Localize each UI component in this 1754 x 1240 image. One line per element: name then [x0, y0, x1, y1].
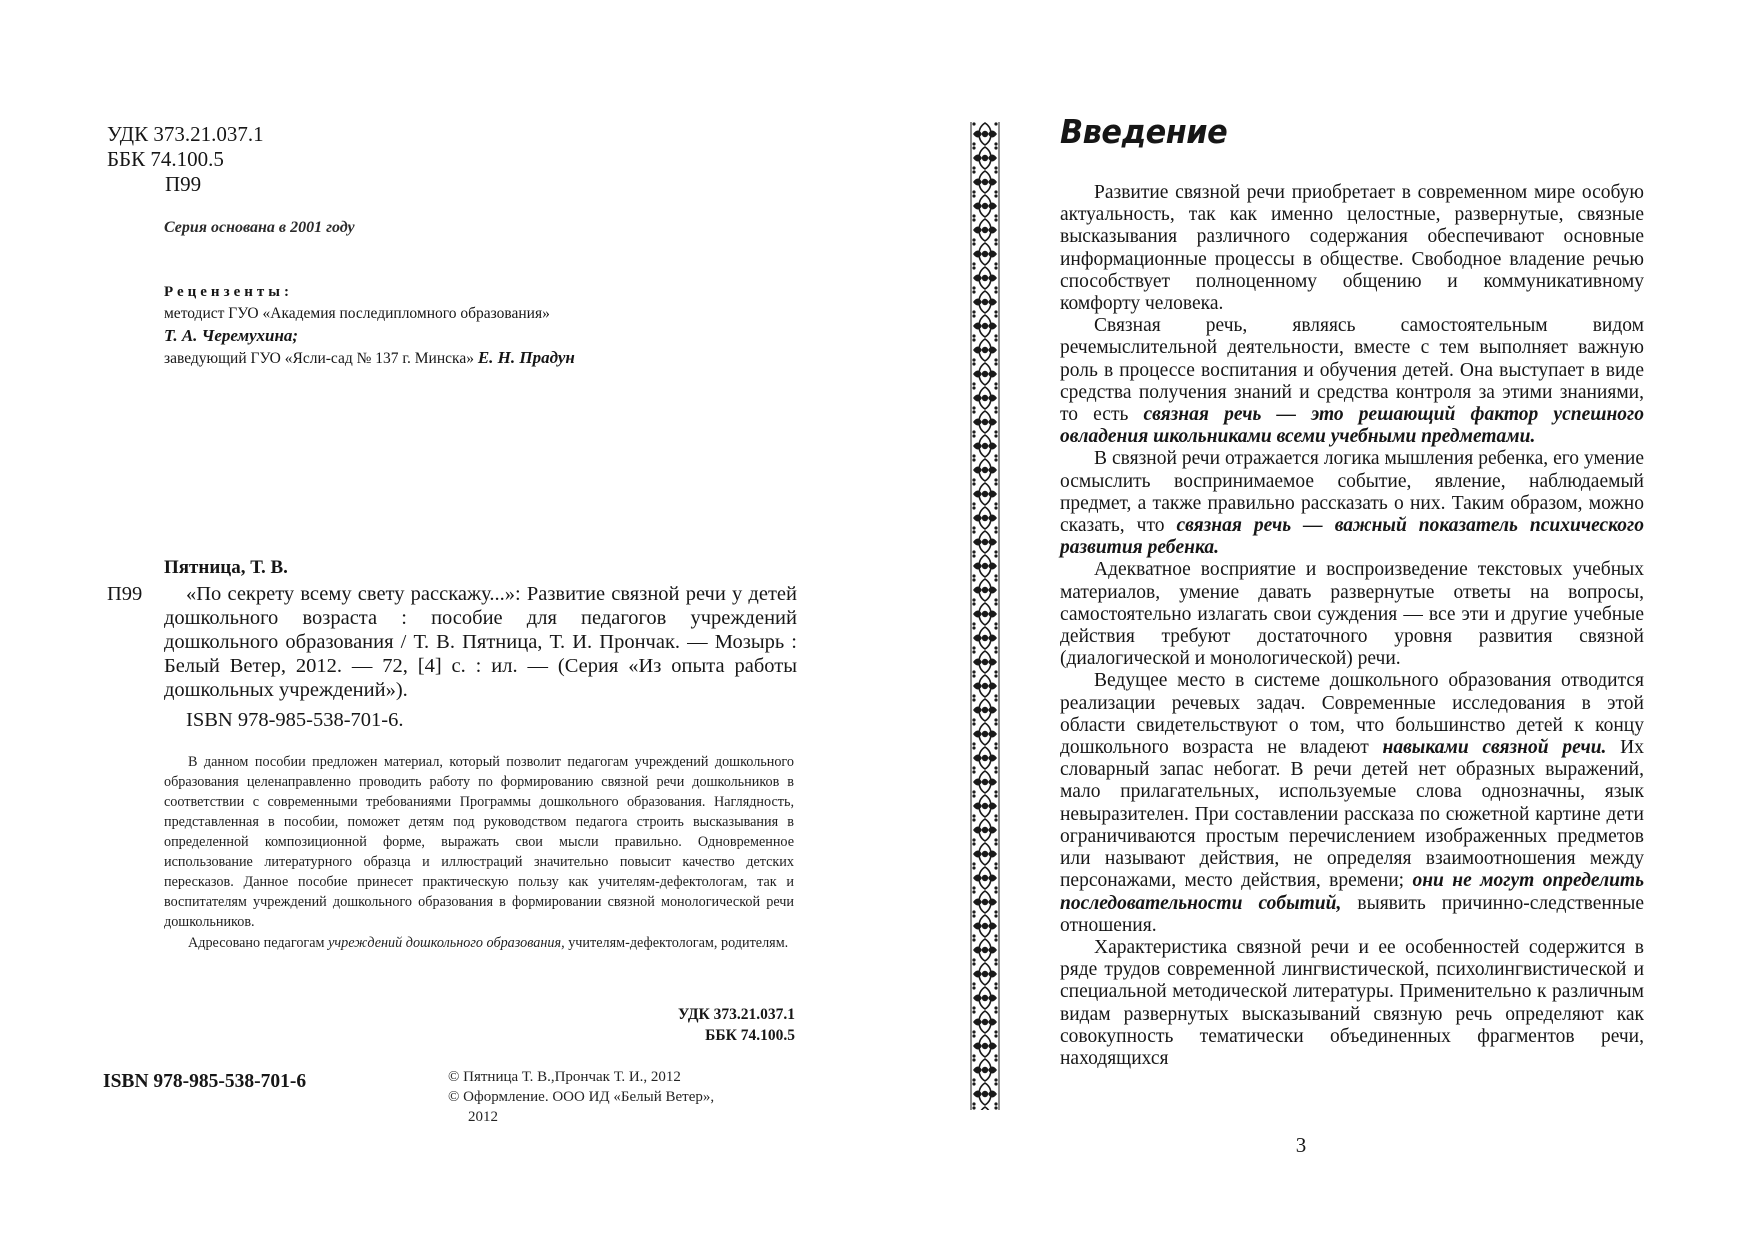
reviewers-block	[164, 281, 804, 370]
page-number: 3	[1295, 1133, 1307, 1157]
annotation-audience	[164, 933, 794, 953]
bbk-bottom: ББК 74.100.5	[705, 1027, 795, 1044]
copyright-design-year: 2012	[468, 1109, 498, 1125]
p2-text: Связная речь, являясь самостоятельным видом речемыслительной деятельности, вместе с тем выполняет важную роль в процессе воспитания и обучения детей. Она выступает в виде средства получения знаний и средства контроля за этими знаниями, то есть	[1060, 315, 1644, 426]
reviewer-2-position: заведующий ГУО «Ясли-сад № 137 г. Минска»	[164, 350, 474, 367]
p3-text: В связной речи отражается логика мышления ребенка, его умение осмыслить воспринимаемое событие, явление, наблюдаемый предмет, а также правильно рассказать о них. Таким образом, можно сказать, что	[1060, 448, 1644, 537]
udk-bottom: УДК 373.21.037.1	[678, 1006, 795, 1023]
copyright-block	[448, 1067, 798, 1127]
audience-suffix: учителям-дефектологам, родителям.	[568, 935, 789, 951]
copyright-design: © Оформление. ООО ИД «Белый Ветер»,	[448, 1089, 715, 1105]
p3-emphasis: связная речь — важный показатель психического развития ребенка.	[1060, 515, 1644, 559]
p5-text-b: Их словарный запас небогат. В речи детей нет образных выражений, мало прилагательных, используемые слова однозначны, язык невыразителен. При составлении рассказа по сюжетной картине дети ограничиваются простым перечислением изображенных предметов или называют действия, не определяя взаимоотношения между персонажами, место действия, времени;	[1060, 737, 1644, 892]
catalog-description: «По секрету всему свету расскажу...»: Развитие связной речи у детей дошкольного возраста : пособие для педагогов учреждений дошкольного образования / Т. В. Пятница, Т. И. Прончак. — Мозырь : Белый Ветер, 2012. — 72, [4] с. : ил. — (Серия «Из опыта работы дошкольных учреждений»).	[164, 583, 797, 701]
p5-emphasis-1: навыками связной речи.	[1382, 737, 1607, 759]
reviewer-1-name: Т. А. Черемухина;	[164, 326, 299, 345]
reviewer-1-position: методист ГУО «Академия последипломного образования»	[164, 305, 550, 322]
isbn-main: ISBN 978-985-538-701-6	[103, 1071, 307, 1092]
catalog-mark: П99	[107, 583, 143, 605]
ornament-border-icon	[970, 122, 1000, 1110]
audience-italic: учреждений дошкольного образования,	[328, 935, 565, 951]
catalog-entry	[107, 582, 797, 732]
paragraph-3	[1060, 448, 1644, 559]
p5-text-a: Ведущее место в системе дошкольного образования отводится реализации речевых задач. Современные исследования в этой области свидетельствуют о том, что большинство детей к концу дошкольного возраста не владеют	[1060, 670, 1644, 759]
paragraph-4: Адекватное восприятие и воспроизведение текстовых учебных материалов, умение давать развернутые ответы на вопросы, самостоятельно излагать свои суждения — все эти и другие учебные действия требуют достаточного уровня развития связной (диалогической и монологической) речи.	[1060, 559, 1644, 670]
annotation	[164, 752, 794, 953]
audience-prefix: Адресовано педагогам	[188, 935, 325, 951]
bbk-code: ББК 74.100.5	[107, 147, 224, 171]
author-index: П99	[165, 172, 202, 196]
p5-emphasis-2: они не могут определить последовательности событий,	[1060, 870, 1645, 914]
p5-text-c: выявить причинно-следственные отношения.	[1060, 892, 1645, 936]
catalog-isbn: ISBN 978-985-538-701-6.	[186, 709, 404, 731]
classification-codes	[107, 122, 264, 197]
paragraph-2	[1060, 315, 1644, 448]
series-note: Серия основана в 2001 году	[164, 219, 355, 236]
reviewers-heading: Рецензенты:	[164, 284, 293, 300]
reviewer-2-name: Е. Н. Прадун	[477, 348, 575, 367]
p2-emphasis: связная речь — это решающий фактор успешного овладения школьниками всеми учебными предметами.	[1060, 404, 1644, 448]
chapter-title: Введение	[1060, 112, 1228, 151]
codes-bottom	[540, 1004, 795, 1046]
annotation-paragraph: В данном пособии предложен материал, который позволит педагогам учреждений дошкольного образования целенаправленно проводить работу по формированию связной речи дошкольников в соответствии с современными требованиями Программы дошкольного образования. Наглядность, представленная в пособии, поможет детям под руководством педагога строить высказывания в определенной композиционной форме, выражать свои мысли правильно. Одновременное использование литературного образца и иллюстраций значительно повысит качество детских пересказов. Данное пособие принесет практическую пользу как учителям-дефектологам, так и воспитателям учреждений дошкольного образования в формировании связной монологической речи дошкольников.	[164, 754, 794, 930]
introduction-page	[1040, 0, 1740, 1240]
paragraph-1: Развитие связной речи приобретает в современном мире особую актуальность, так как именно целостные, развернутые, связные высказывания различного содержания обеспечивают основные информационные процессы в обществе. Свободное владение речью способствует полноценному общению и коммуникативному комфорту человека.	[1060, 182, 1644, 315]
reviewer-2	[164, 347, 804, 370]
author-heading: Пятница, Т. В.	[164, 557, 288, 578]
copyright-authors: © Пятница Т. В.,Прончак Т. И., 2012	[448, 1069, 681, 1085]
paragraph-5	[1060, 670, 1644, 936]
paragraph-6: Характеристика связной речи и ее особенностей содержится в ряде трудов современной лингвистической, психолингвистической и специальной методической литературы. Применительно к различным видам развернутых высказываний связную речь определяют как совокупность тематически объединенных фрагментов речи, находящихся	[1060, 936, 1644, 1069]
udk-code: УДК 373.21.037.1	[107, 122, 264, 146]
introduction-text	[1060, 182, 1644, 1070]
